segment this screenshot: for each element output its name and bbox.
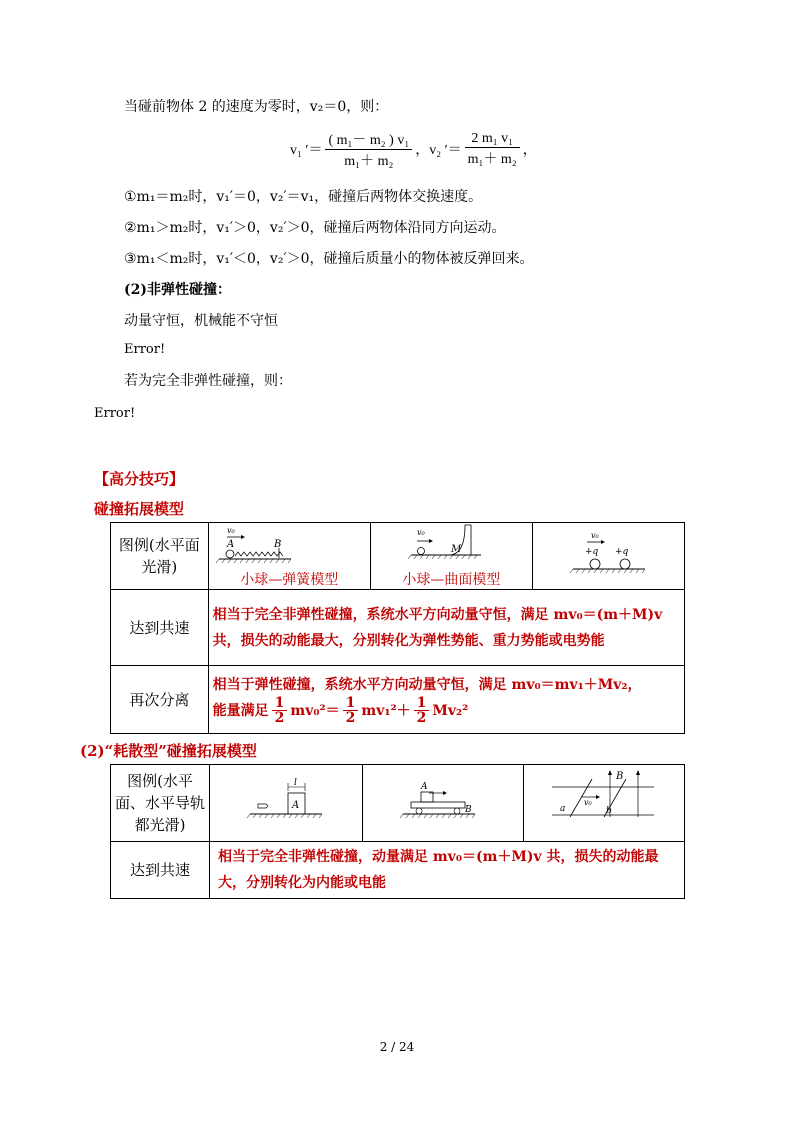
half-fraction-3 <box>414 696 430 725</box>
fig6-B: B <box>616 771 624 782</box>
half-den-3: 2 <box>416 710 427 726</box>
board-b <box>411 802 465 808</box>
ball-curve-figure <box>371 523 531 567</box>
v2-denominator: m₁＋ m₂ <box>467 151 517 167</box>
energy-equation <box>213 696 680 725</box>
v2-numerator: 2 m₁ v₁ <box>465 131 520 148</box>
separation-label: 再次分离 <box>129 690 190 709</box>
fig6-b: b <box>606 806 612 816</box>
dissipative-model-table <box>110 764 685 899</box>
formula-separator: ， <box>415 143 430 158</box>
error-marker-2: Error! <box>94 406 136 421</box>
ball <box>417 548 424 555</box>
v1-label: v₁ ′＝ <box>290 143 323 158</box>
tips-heading: 【高分技巧】 <box>94 470 185 488</box>
legend-label-cell <box>111 523 209 590</box>
fig6-v0: v₀ <box>584 798 592 807</box>
charged-ball-2 <box>620 559 630 569</box>
bullet <box>258 804 268 808</box>
v2-label: v₂ ′＝ <box>429 143 462 158</box>
v2-fraction <box>465 131 520 168</box>
fig1-B: B <box>273 539 282 550</box>
charged-ball-1 <box>590 559 600 569</box>
block-a2 <box>421 792 433 802</box>
ball-a <box>226 550 234 558</box>
ball-curve-figure-cell <box>370 523 532 590</box>
common-velocity2-label-cell <box>111 842 210 899</box>
fig3-v0: v₀ <box>590 531 599 540</box>
rail-figure <box>524 765 684 837</box>
v1-fraction <box>325 129 412 170</box>
half-num-1: 1 <box>272 696 288 711</box>
block-board-figure <box>363 765 523 837</box>
common-velocity-label: 达到共速 <box>129 618 190 637</box>
collision-model-table <box>110 522 685 734</box>
fig1-v0: v₀ <box>226 526 235 535</box>
inelastic-heading: (2)非弹性碰撞： <box>124 282 231 298</box>
case-greater-mass: ②m₁＞m₂时，v₁′＞0，v₂′＞0，碰撞后两物体沿同方向运动。 <box>124 220 506 236</box>
separation-label-cell <box>111 666 209 734</box>
case-smaller-mass: ③m₁＜m₂时，v₁′＜0，v₂′＞0，碰撞后质量小的物体被反弹回来。 <box>124 251 534 267</box>
intro-line: 当碰前物体 2 的速度为零时，v₂＝0，则： <box>124 99 389 115</box>
fig6-a: a <box>560 804 566 814</box>
half-den-2: 2 <box>345 710 356 726</box>
fig2-v0: v₀ <box>416 528 425 537</box>
energy-term-3: Mv₂² <box>432 702 469 719</box>
collision-formula <box>290 127 537 171</box>
v1-denominator: m₁＋ m₂ <box>344 153 394 169</box>
fig3-q2: +q <box>614 547 629 557</box>
separation-text-a: 相当于弹性碰撞，系统水平方向动量守恒，满足 mv₀＝mv₁＋Mv₂， <box>212 677 642 693</box>
energy-term-2: mv₁²＋ <box>361 702 411 719</box>
half-fraction-1 <box>272 696 288 725</box>
half-num-2: 1 <box>343 696 359 711</box>
ball-spring-figure <box>209 523 369 567</box>
inelastic-text: 动量守恒，机械能不守恒 <box>124 313 278 329</box>
model2-heading: (2)“耗散型”碰撞拓展模型 <box>80 742 257 760</box>
fig4-A: A <box>292 800 300 811</box>
fig1-A: A <box>226 539 234 550</box>
common-velocity-label-cell <box>111 590 209 666</box>
block-figure <box>210 765 362 837</box>
half-den-1: 2 <box>274 710 285 726</box>
error-marker-1: Error! <box>124 342 166 357</box>
model1-heading: 碰撞拓展模型 <box>94 500 185 518</box>
legend2-label-cell <box>111 765 210 842</box>
ball-spring-caption: 小球—弹簧模型 <box>240 572 339 588</box>
legend-label: 图例(水平面光滑) <box>118 536 200 576</box>
fig2-M: M <box>450 544 462 555</box>
ball-curve-caption: 小球—曲面模型 <box>402 572 501 588</box>
common-velocity2-text: 相当于完全非弹性碰撞，动量满足 mv₀＝(m＋M)v 共，损失的动能最大，分别转化为内能或电能 <box>210 842 685 899</box>
spring <box>235 552 283 556</box>
legend2-label: 图例(水平面、水平导轨都光滑) <box>115 772 206 834</box>
block-figure-cell <box>210 765 363 842</box>
rail-figure-cell <box>524 765 685 842</box>
energy-term-1: mv₀²＝ <box>290 702 340 719</box>
half-num-3: 1 <box>414 696 430 711</box>
block-board-figure-cell <box>363 765 524 842</box>
separation-text-cell <box>208 666 684 734</box>
common-velocity2-label: 达到共速 <box>129 861 190 879</box>
page-number: 2 / 24 <box>379 1040 415 1054</box>
fig4-l: l <box>294 778 297 788</box>
charged-balls-figure <box>533 524 683 584</box>
formula-end: ， <box>522 143 537 158</box>
case-equal-mass: ①m₁＝m₂时，v₁′＝0，v₂′＝v₁，碰撞后两物体交换速度。 <box>124 189 483 205</box>
perfect-inelastic-text: 若为完全非弹性碰撞，则： <box>124 373 292 389</box>
half-fraction-2 <box>343 696 359 725</box>
energy-prefix: 能量满足 <box>212 702 269 719</box>
fig5-A: A <box>421 782 428 792</box>
fig3-q1: +q <box>584 547 599 557</box>
v1-numerator: ( m₁－ m₂ ) v₁ <box>325 129 412 150</box>
fig5-B: B <box>465 805 472 815</box>
ball-spring-figure-cell <box>208 523 370 590</box>
charged-balls-figure-cell <box>532 523 684 590</box>
common-velocity-text: 相当于完全非弹性碰撞，系统水平方向动量守恒，满足 mv₀＝(m＋M)v 共，损失的动能最大，分别转化为弹性势能、重力势能或电势能 <box>208 590 684 666</box>
